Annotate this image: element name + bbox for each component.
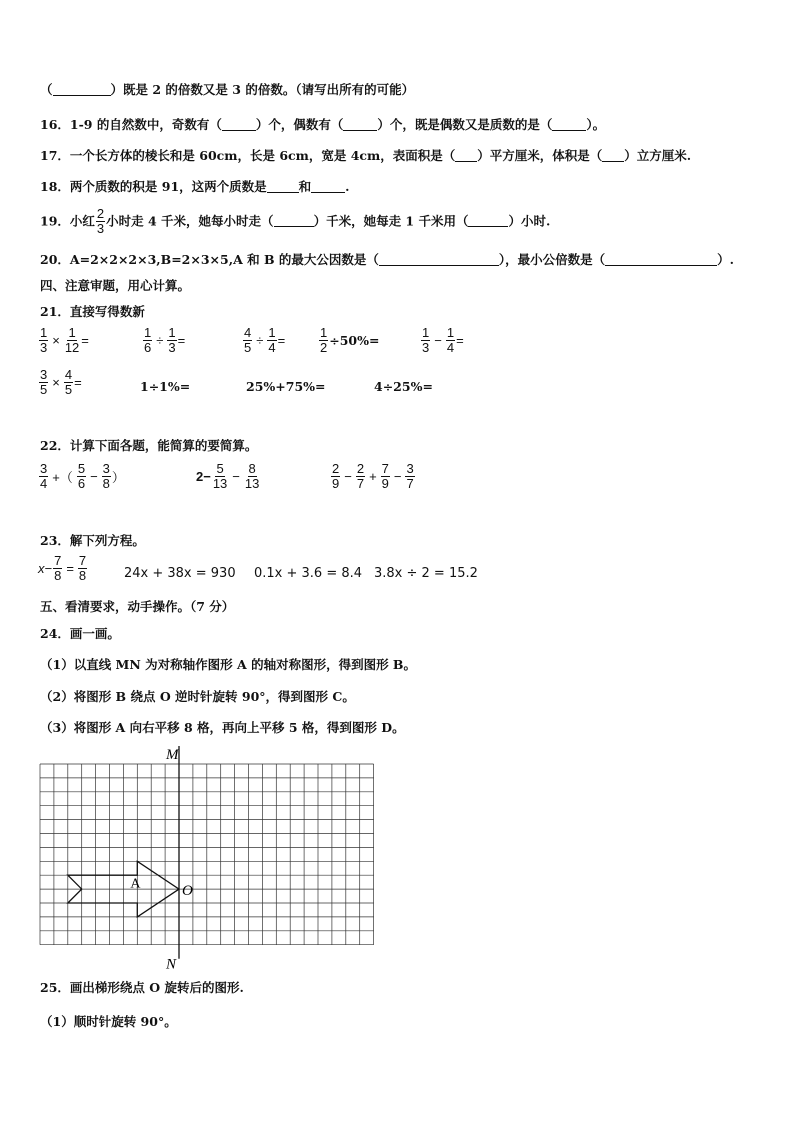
q25-title: 25．画出梯形绕点 O 旋转后的图形. xyxy=(40,980,244,995)
q21-expr-2: $\frac{1}{6}$ ÷ $\frac{1}{3}$ = xyxy=(144,325,186,356)
fraction: $\frac{2}{9}$ xyxy=(332,461,340,492)
q21-expr-1: $\frac{1}{3}$ × $\frac{1}{12}$ = xyxy=(40,325,89,356)
q21-expr-7: 1÷1%= xyxy=(140,379,191,394)
q21-expr-3: $\frac{4}{5}$ ÷ $\frac{1}{4}$ = xyxy=(244,325,286,356)
fraction: $\frac{3}{4}$ xyxy=(40,461,48,492)
q25-step-1: （1）顺时针旋转 90°。 xyxy=(40,1014,177,1029)
q23-eq-1: x− $\frac{7}{8}$ = $\frac{7}{8}$ xyxy=(38,553,87,584)
answer-blank[interactable] xyxy=(468,214,508,228)
answer-blank[interactable] xyxy=(222,118,256,132)
q18-line: 18．两个质数的积是 91，这两个质数是 和 . xyxy=(40,179,350,194)
fraction: $\frac{4}{5}$ xyxy=(64,367,73,398)
fraction: $\frac{7}{9}$ xyxy=(381,461,389,492)
q15-line: （ ）既是 2 的倍数又是 3 的倍数。（请写出所有的可能） xyxy=(40,82,415,97)
fraction: $\frac{3}{5}$ xyxy=(40,367,48,398)
fraction: $\frac{4}{5}$ xyxy=(244,325,252,356)
fraction: $\frac{1}{2}$ xyxy=(320,325,328,356)
answer-blank[interactable] xyxy=(379,253,499,267)
grid-lines xyxy=(40,764,374,945)
answer-blank[interactable] xyxy=(343,118,377,132)
label-n: N xyxy=(166,956,177,970)
q22-title: 22．计算下面各题，能简算的要简算。 xyxy=(40,438,258,453)
q24-step-2: （2）将图形 B 绕点 O 逆时针旋转 90°，得到图形 C。 xyxy=(40,689,355,704)
fraction: $\frac{1}{3}$ xyxy=(40,325,48,356)
fraction: $\frac{7}{8}$ xyxy=(78,553,87,584)
q24-title: 24．画一画。 xyxy=(40,626,120,641)
q24-step-3: （3）将图形 A 向右平移 8 格，再向上平移 5 格，得到图形 D。 xyxy=(40,720,405,735)
fraction: $\frac{1}{12}$ xyxy=(64,325,80,356)
q21-expr-6: $\frac{3}{5}$ × $\frac{4}{5}$ = xyxy=(40,367,82,398)
answer-blank[interactable] xyxy=(552,118,586,132)
answer-blank[interactable] xyxy=(455,149,477,163)
answer-blank[interactable] xyxy=(311,180,345,194)
q21-expr-4: $\frac{1}{2}$ ÷50%= xyxy=(320,325,380,356)
fraction: $\frac{1}{3}$ xyxy=(422,325,430,356)
label-o: O xyxy=(182,883,193,900)
fraction: $\frac{1}{6}$ xyxy=(144,325,152,356)
fraction: $\frac{1}{4}$ xyxy=(446,325,455,356)
label-m: M xyxy=(166,747,179,763)
q21-expr-5: $\frac{1}{3}$ − $\frac{1}{4}$ = xyxy=(422,325,464,356)
q22-expr-2: 2− $\frac{5}{13}$ − $\frac{8}{13}$ xyxy=(196,461,260,492)
q23-eq-2: 24x + 38x = 930 xyxy=(124,566,236,581)
fraction: $\frac{8}{13}$ xyxy=(244,461,260,492)
answer-blank[interactable] xyxy=(274,214,314,228)
q17-line: 17．一个长方体的棱长和是 60cm，长是 6cm，宽是 4cm，表面积是（ ）平方厘米，体积是（ ）立方厘米. xyxy=(40,148,692,163)
q23-eq-3: 0.1x + 3.6 = 8.4 xyxy=(254,566,363,581)
fraction: $\frac{1}{4}$ xyxy=(268,325,276,356)
q22-expr-1: $\frac{3}{4}$ +（ $\frac{5}{6}$ − $\frac{3}{8}$ ） xyxy=(40,461,125,492)
q24-step-1: （1）以直线 MN 为对称轴作图形 A 的轴对称图形，得到图形 B。 xyxy=(40,657,416,672)
q23-eq-4: 3.8x ÷ 2 = 15.2 xyxy=(374,566,478,581)
q21-expr-8: 25%+75%= xyxy=(246,379,326,394)
fraction: $\frac{5}{6}$ xyxy=(77,461,86,492)
answer-blank[interactable] xyxy=(605,253,717,267)
section-4-heading: 四、注意审题，用心计算。 xyxy=(40,278,191,293)
q21-expr-9: 4÷25%= xyxy=(374,379,433,394)
q23-title: 23．解下列方程。 xyxy=(40,533,145,548)
answer-blank[interactable] xyxy=(267,180,299,194)
fraction: $\frac{7}{8}$ xyxy=(54,553,62,584)
q19-line: 19．小红 $\frac{2}{3}$ 小时走 4 千米，她每小时走（ ）千米，她每走 1 千米用（ ）小时. xyxy=(40,206,551,237)
fraction: $\frac{3}{8}$ xyxy=(102,461,110,492)
fraction: $\frac{5}{13}$ xyxy=(212,461,228,492)
answer-blank[interactable] xyxy=(53,83,111,97)
fraction: $\frac{3}{7}$ xyxy=(406,461,414,492)
q20-line: 20．A=2×2×2×3,B=2×3×5,A 和 B 的最大公因数是（ ），最小公倍数是（ ）. xyxy=(40,252,735,267)
q16-line: 16．1-9 的自然数中，奇数有（ ）个，偶数有（ ）个，既是偶数又是质数的是（ ）。 xyxy=(40,117,606,132)
label-shape-a: A xyxy=(130,876,141,892)
fraction: $\frac{1}{3}$ xyxy=(168,325,176,356)
fraction: $\frac{2}{7}$ xyxy=(356,461,365,492)
q21-title: 21．直接写得数新 xyxy=(40,304,145,319)
q22-expr-3: $\frac{2}{9}$ − $\frac{2}{7}$ + $\frac{7}{9}$ − $\frac{3}{7}$ xyxy=(332,461,414,492)
section-5-heading: 五、看清要求，动手操作。（7 分） xyxy=(40,599,235,614)
fraction: $\frac{2}{3}$ xyxy=(96,206,105,237)
grid-figure xyxy=(0,740,794,970)
answer-blank[interactable] xyxy=(602,149,624,163)
